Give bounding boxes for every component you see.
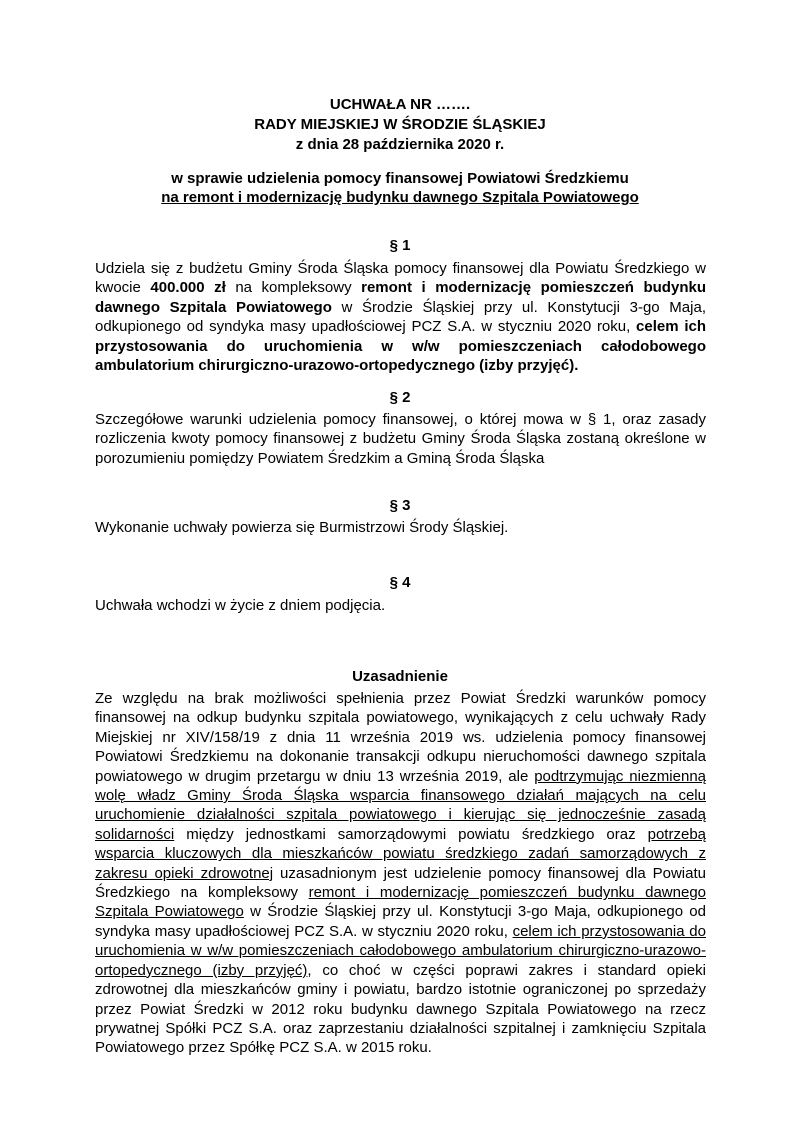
resolution-number: UCHWAŁA NR ……. (329, 96, 471, 113)
text-segment: Ze względu na brak możliwości spełnienia przez Powiat Średzki warunków pomocy finansowej na odkup budynku szpitala powiatowego, wynikających z celu uchwały Rady Miejskiej nr XIV/158/19 z dnia 11 września 2019 ws. udzielenia pomocy finansowej Powiatowi Średzkiemu na dokonanie transakcji odkupu nieruchomości dawnego szpitala powiatowego w drugim przetargu w dniu 13 września 2019, ale (95, 690, 706, 785)
council-name: RADY MIEJSKIEJ W ŚRODZIE ŚLĄSKIEJ (254, 116, 546, 133)
text-segment: w Środzie Śląskiej przy ul. Konstytucji 3-go Maja, odkupionego od syndyka masy upadłościowej PCZ S.A. w styczniu 2020 roku, (95, 298, 706, 336)
text-segment: Udziela się z budżetu Gminy Środa Śląska pomocy finansowej dla Powiatu Średzkiego w kwocie (95, 260, 706, 297)
text-segment: podtrzymując niezmienną wolę władz Gminy Środa Śląska wsparcia finansowego działań mających na celu uruchomienie działalności szpitala powiatowego i kierując się jednocześnie zasadą solidarności (95, 767, 706, 843)
justification-title: Uzasadnienie (352, 668, 448, 685)
text-segment: 400.000 zł (150, 279, 226, 297)
subject-line-2: na remont i modernizację budynku dawnego Szpitala Powiatowego (161, 189, 639, 206)
subject-line-1: w sprawie udzielenia pomocy finansowej Powiatowi Średzkiemu (171, 170, 629, 187)
text-segment: Szczegółowe warunki udzielenia pomocy finansowej, o której mowa w § 1, oraz zasady rozliczenia kwoty pomocy finansowej z budżetu Gminy Środa Śląska zostaną określone w porozumieniu pomiędzy Powiatem Średzkim a Gminą Środa Śląska (95, 411, 706, 467)
justification-text (95, 689, 706, 1058)
text-segment: uzasadnionym jest udzielenie pomocy finansowej dla Powiatu Średzkiego na kompleksowy (95, 864, 706, 902)
section-2-title: § 2 (389, 389, 411, 406)
text-segment: Uchwała wchodzi w życie z dniem podjęcia. (95, 597, 386, 614)
section-3-title: § 3 (389, 497, 411, 514)
section-1-text (95, 259, 706, 375)
text-segment: Wykonanie uchwały powierza się Burmistrzowi Środy Śląskiej. (95, 519, 509, 536)
text-segment: , co choć w części poprawi zakres i standard opieki zdrowotnej dla mieszkańców gminy i powiatu, bardzo istotnie ograniczonej po sprzedaży przez Powiat Średzki w 2012 roku budynku dawnego Szpitala Powiatowego na rzecz prywatnej Spółki PCZ S.A. oraz zaprzestaniu działalności szpitalnej i zamknięciu Szpitala Powiatowego przez Spółkę PCZ S.A. w 2015 roku. (95, 961, 706, 1057)
text-segment: potrzebą wsparcia kluczowych dla mieszkańców powiatu średzkiego zadań samorządowych z zakresu opieki zdrowotnej (95, 825, 706, 882)
text-segment: celem ich przystosowania do uruchomienia w w/w pomieszczeniach całodobowego ambulatorium chirurgiczno-urazowo-ortopedycznego (izby przyjęć). (95, 318, 707, 375)
text-segment: remont i modernizację pomieszczeń budynku dawnego Szpitala Powiatowego (95, 279, 706, 316)
resolution-date: z dnia 28 października 2020 r. (295, 136, 505, 153)
section-2-text (95, 410, 706, 468)
text-segment: między jednostkami samorządowymi powiatu średzkiego oraz (174, 825, 648, 843)
section-4-title: § 4 (389, 574, 411, 591)
text-segment: remont i modernizację pomieszczeń budynku dawnego Szpitala Powiatowego (95, 884, 707, 921)
section-1-title: § 1 (389, 237, 411, 254)
text-segment: na kompleksowy (225, 279, 362, 297)
section-4-text (95, 596, 706, 615)
text-segment: w Środzie Śląskiej przy ul. Konstytucji 3-go Maja, odkupionego od syndyka masy upadłościowej PCZ S.A. w styczniu 2020 roku, (95, 903, 706, 940)
text-segment: celem ich przystosowania do uruchomienia w w/w pomieszczeniach całodobowego ambulatorium chirurgiczno-urazowo-ortopedycznego (izby przyjęć) (95, 922, 706, 979)
section-3-text (95, 518, 706, 537)
